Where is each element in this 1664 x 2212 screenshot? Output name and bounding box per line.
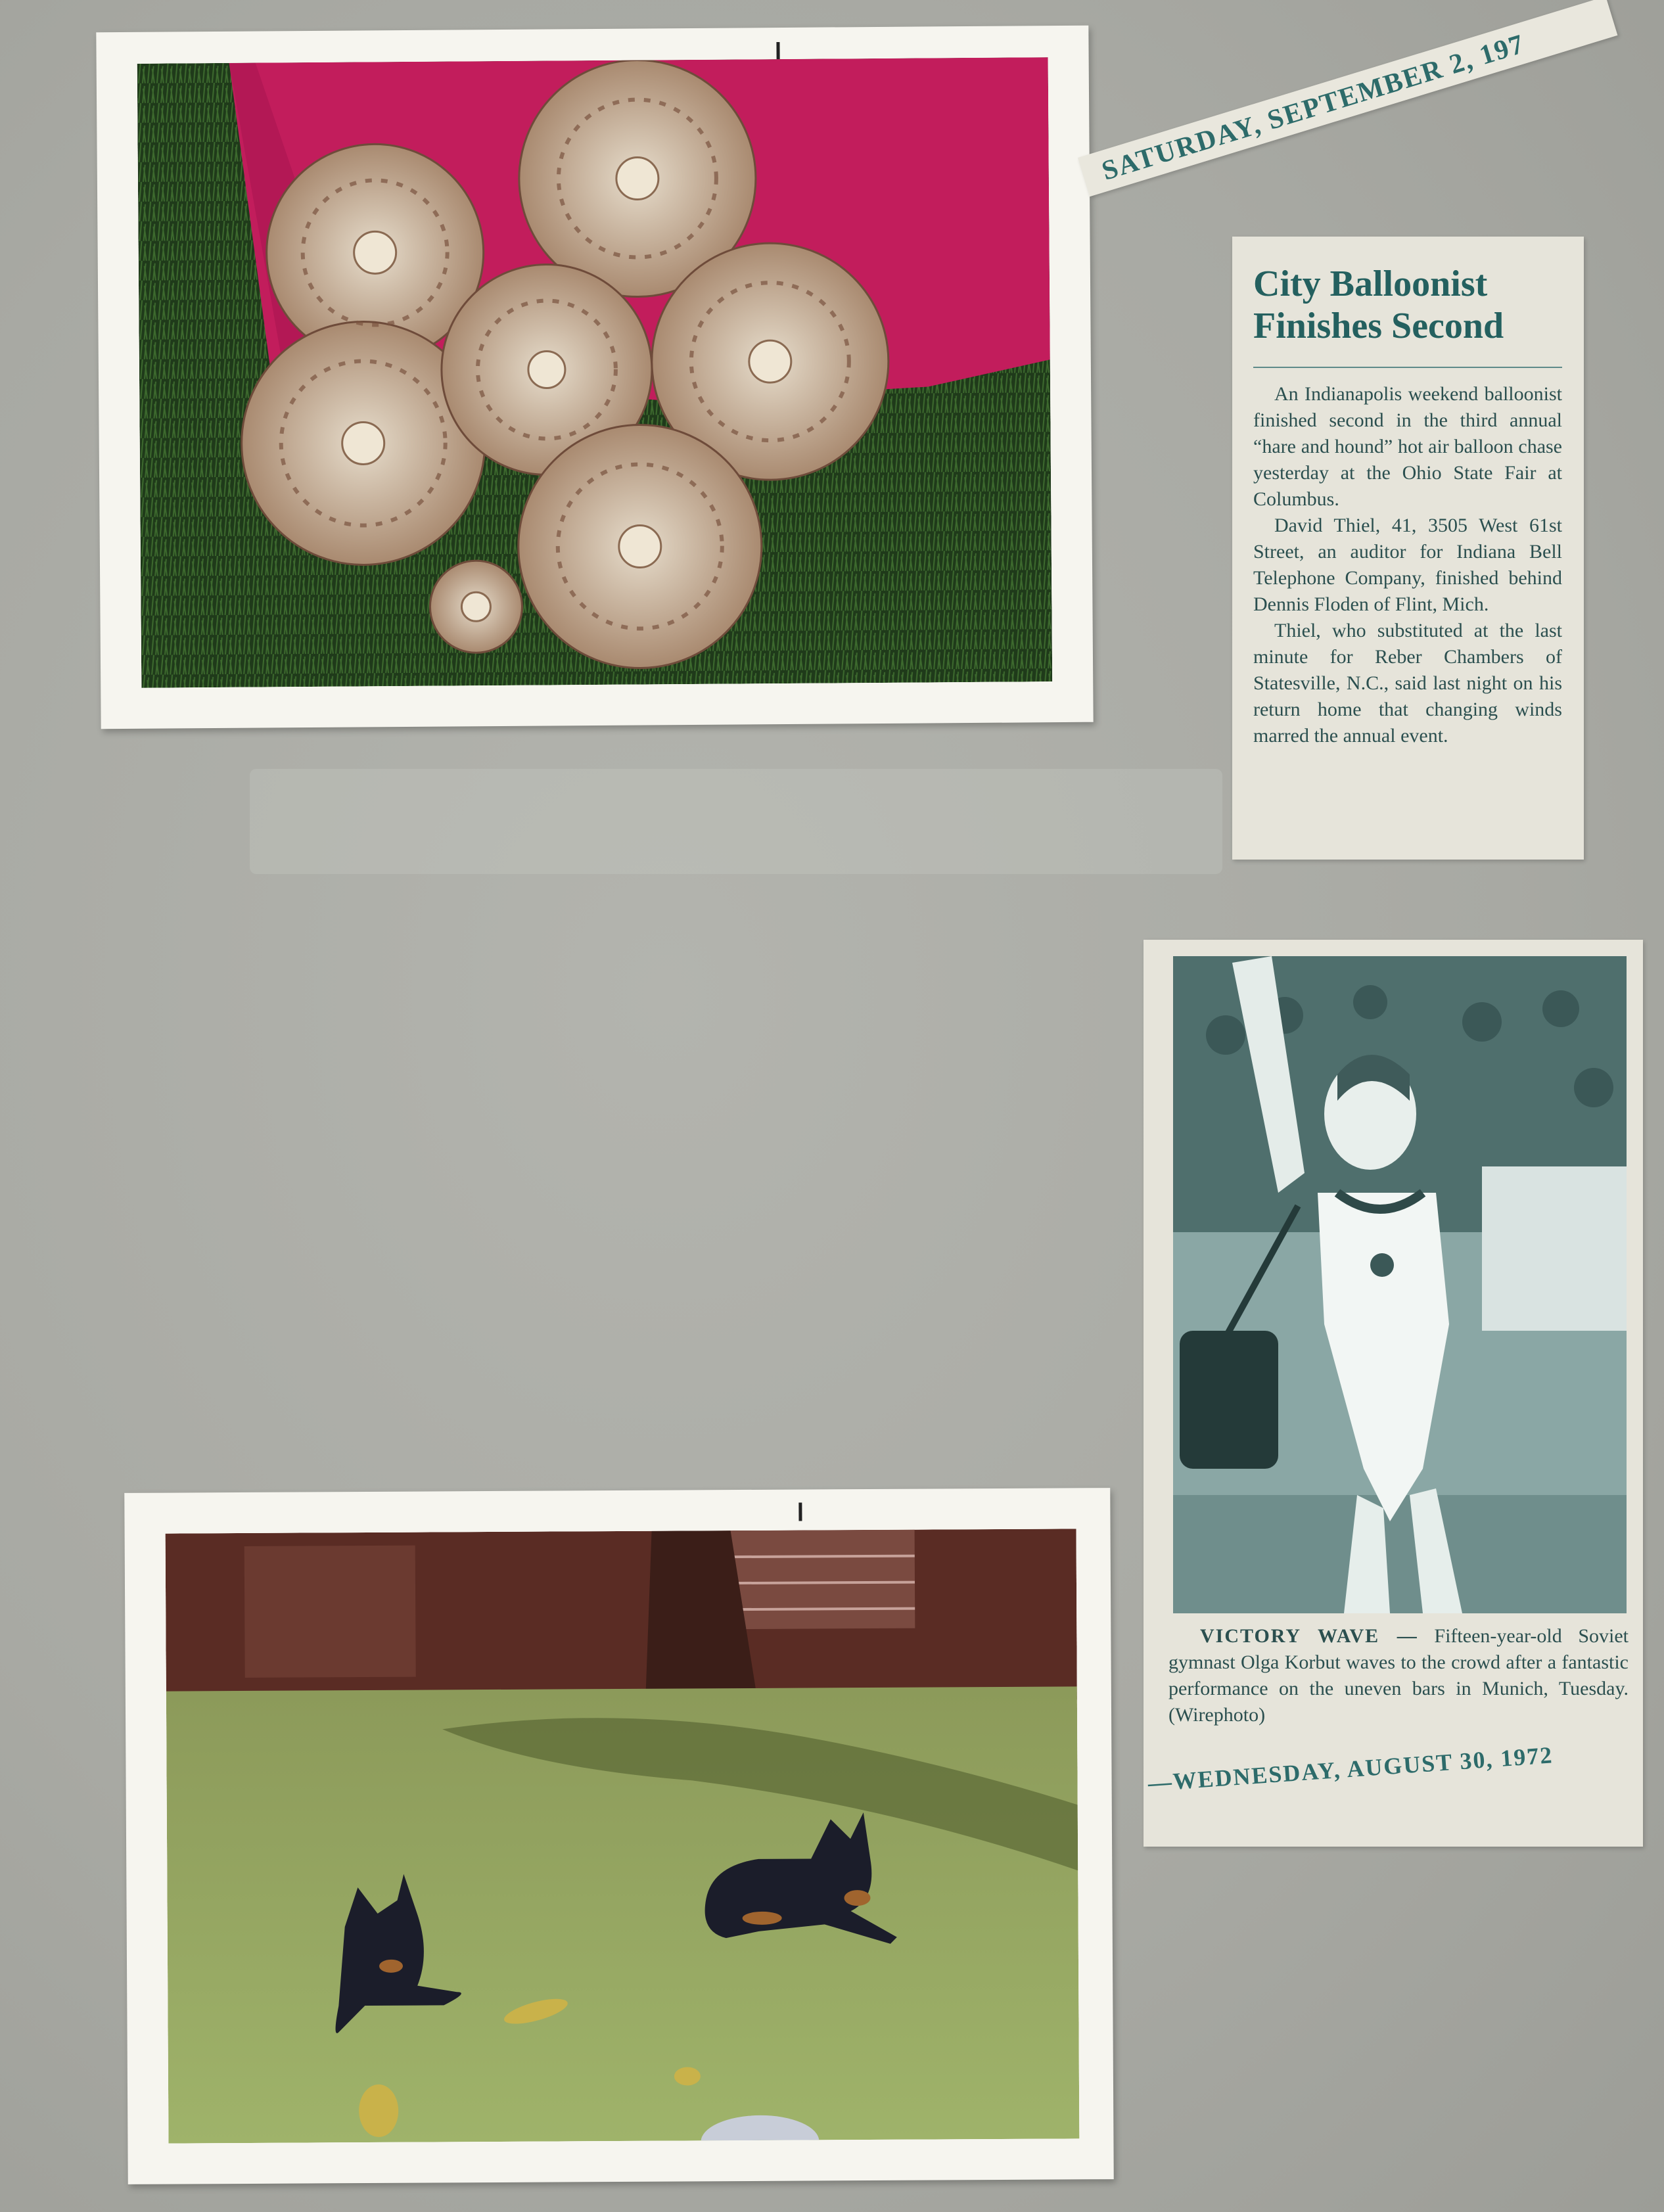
- gymnast-caption: [1168, 1623, 1629, 1728]
- dogs-on-lawn-photo-icon: [166, 1529, 1080, 2143]
- clipping-balloonist: [1232, 237, 1584, 860]
- clipping-gymnast: [1144, 940, 1643, 1847]
- headline-line1: City Balloonist: [1253, 264, 1488, 304]
- article-body: [1253, 381, 1562, 749]
- dateline-saturday: SATURDAY, SEPTEMBER 2, 197: [1098, 28, 1529, 187]
- caption-text: Fifteen-year-old Soviet gymnast Olga Korbut waves to the crowd after a fantastic performance on the uneven bars in Munich, Tuesday. (Wirephoto): [1168, 1625, 1629, 1726]
- gymnast-newsphoto-icon: [1173, 956, 1627, 1613]
- woven-basket-mat-photo-icon: [137, 57, 1053, 688]
- photo-registration-mark: [776, 42, 779, 59]
- glue-residue: [250, 769, 1222, 874]
- photo-registration-mark: [798, 1503, 802, 1521]
- photo-baskets-frame: [96, 26, 1093, 729]
- caption-lead: VICTORY WAVE —: [1200, 1625, 1418, 1647]
- photo-baskets: [137, 57, 1053, 688]
- photo-dogs-frame: [124, 1488, 1113, 2184]
- headline-line2: Finishes Second: [1253, 306, 1504, 346]
- gymnast-newsphoto: [1173, 956, 1627, 1613]
- photo-dogs: [166, 1529, 1080, 2143]
- headline-rule: [1253, 367, 1562, 368]
- dateline-strip-wednesday: [1140, 1729, 1602, 1814]
- dateline-strip-saturday: [1078, 0, 1617, 196]
- article-paragraph: Thiel, who substituted at the last minute for Reber Chambers of Statesville, N.C., said last night on his return home that changing winds marred the annual event.: [1253, 620, 1562, 747]
- article-paragraph: An Indianapolis weekend balloonist finished second in the third annual “hare and hound” hot air balloon chase yesterday at the Ohio State Fair at Columbus.: [1253, 383, 1562, 510]
- dateline-wednesday: —WEDNESDAY, AUGUST 30, 1972: [1147, 1741, 1554, 1797]
- article-paragraph: David Thiel, 41, 3505 West 61st Street, an auditor for Indiana Bell Telephone Company, finished behind Dennis Floden of Flint, Mich.: [1253, 515, 1562, 615]
